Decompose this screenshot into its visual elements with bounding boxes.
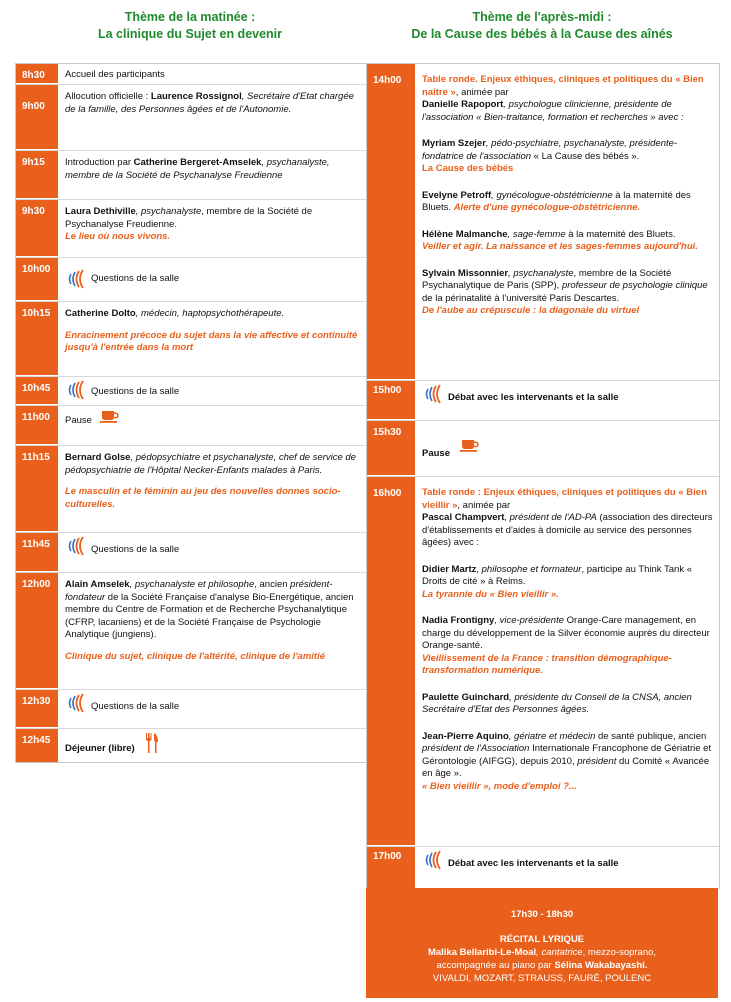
session-content (415, 381, 719, 420)
time-slot: 15h30 (367, 421, 415, 476)
session-content (58, 377, 366, 405)
schedule-row (367, 477, 719, 847)
session-text: Introduction par (65, 157, 134, 168)
recital-title: RÉCITAL LYRIQUE (499, 934, 585, 945)
schedule-row (16, 64, 366, 85)
talk-title: Enracinement précoce du sujet dans la vie affective et continuité jusqu'à l'entrée dans la mort (65, 329, 358, 353)
time-slot: 14h00 (367, 64, 415, 380)
session-content (415, 477, 719, 846)
session-text: Pause (422, 448, 450, 459)
speaker-role: , psychanalyste (135, 206, 202, 217)
session-text: , animée par (455, 86, 509, 98)
speaker-name: Paulette Guinchard (422, 691, 510, 703)
session-text: Allocution officielle : (65, 91, 151, 102)
time-slot: 8h30 (16, 64, 58, 84)
speaker-name: Evelyne Petroff (422, 189, 492, 201)
schedule-row (16, 200, 366, 258)
speaker-role: , pédopsychiatre et psychanalyste, chef de service de pédopsychiatrie de l'Hôpital Necker-Enfants malades à Paris. (65, 452, 356, 476)
time-slot: 9h00 (16, 85, 58, 150)
moderator-role: , président de l'AD-PA (504, 512, 597, 523)
speaker-role: , vice-présidente (494, 615, 565, 626)
session-content (415, 421, 719, 476)
schedule-row (16, 258, 366, 302)
schedule-row (367, 64, 719, 381)
morning-header-line1: Thème de la matinée : (124, 10, 256, 24)
speaker-role: , médecin, haptopsychothérapeute. (135, 308, 285, 319)
session-text: Déjeuner (libre) (65, 743, 135, 754)
speaker-name: Hélène Malmanche (422, 228, 508, 240)
session-text: Questions de la salle (91, 701, 180, 712)
moderator-name: Pascal Champvert (422, 512, 505, 523)
coffee-cup-icon (460, 438, 480, 452)
time-slot: 11h45 (16, 533, 58, 572)
schedule-row (367, 381, 719, 421)
performer-voice: , mezzo-soprano, (582, 947, 657, 958)
sound-waves-icon (65, 380, 87, 400)
speaker-role: , gériatre et médecin (508, 730, 596, 742)
session-content (58, 446, 366, 532)
time-slot: 12h30 (16, 690, 58, 728)
time-slot: 9h30 (16, 200, 58, 257)
afternoon-theme-title: De la Cause des bébés à la Cause des aînés (411, 27, 673, 41)
performer-role: , cantatrice (536, 947, 583, 958)
session-content (58, 258, 366, 301)
sound-waves-icon (422, 384, 444, 404)
speaker-title: professeur de psychologie clinique (561, 280, 708, 291)
time-slot: 10h45 (16, 377, 58, 405)
session-text: , animée par (457, 499, 511, 511)
morning-schedule (15, 63, 367, 763)
roundtable-title: Table ronde. Enjeux éthiques, cliniques et politiques du « Bien naître » (422, 74, 704, 98)
speaker-affiliation-detail: Internationale Francophone de Gériatrie et Gérontologie (AIFGG), depuis 2010, (422, 743, 712, 767)
session-content (58, 151, 366, 199)
session-content (58, 85, 366, 150)
session-content (415, 847, 719, 889)
accompaniment-text: accompagnée au piano par (436, 960, 555, 971)
session-text: Pause (65, 415, 92, 426)
afternoon-header-line1: Thème de l'après-midi : (472, 10, 612, 24)
speaker-role: , psychanalyste, membre de la Société de Psychanalyse Freudienne (65, 157, 330, 181)
morning-header (15, 9, 365, 43)
session-content (58, 302, 366, 376)
time-slot: 11h15 (16, 446, 58, 532)
recital-block (366, 888, 718, 998)
sound-waves-icon (65, 693, 87, 713)
speaker-name: Laurence Rossignol (150, 91, 242, 102)
talk-title: Alerte d'une gynécologue-obstétricienne. (453, 202, 641, 213)
schedule-row (16, 406, 366, 446)
schedule-row (16, 377, 366, 406)
session-text: Questions de la salle (91, 272, 180, 284)
speaker-name: Bernard Golse (65, 452, 131, 463)
afternoon-schedule (366, 63, 720, 889)
moderator-role: , psychologue clinicienne, présidente de l'association « Bien-traitance, formation et recherches » avec : (422, 99, 684, 123)
time-slot: 12h45 (16, 729, 58, 762)
session-text: Débat avec les intervenants et la salle (448, 858, 619, 869)
moderator-affiliation: (association des directeurs d'établissements et d'aides à domicile au service des personnes âgées) avec : (422, 512, 713, 548)
speaker-affiliation: , membre de la Société de Psychanalyse Freudienne. (65, 206, 313, 230)
speaker-name: Alain Amselek (65, 579, 130, 590)
coffee-cup-icon (100, 409, 120, 423)
schedule-row (16, 151, 366, 200)
sound-waves-icon (65, 536, 87, 556)
afternoon-header (366, 9, 718, 43)
talk-title: Le masculin et le féminin au jeu des nouvelles donnes socio-culturelles. (65, 486, 341, 510)
speaker-role: , philosophe et formateur (476, 563, 582, 575)
session-content (58, 64, 366, 84)
schedule-row (16, 690, 366, 729)
speaker-affiliation: Orange-Care management, en charge du développement de la Silver économie auprès du directeur Orange-santé. (422, 615, 710, 651)
session-content (58, 573, 366, 689)
session-content (58, 690, 366, 728)
speaker-name: Catherine Dolto (65, 308, 136, 319)
schedule-row (16, 85, 366, 151)
speaker-affiliation-detail: de la périnatalité à l'université Paris Descartes. (422, 292, 620, 304)
speaker-affiliation: à la maternité des Bluets. (565, 228, 676, 240)
speaker-affiliation-detail: du Comité « Avancée en âge ». (422, 755, 710, 779)
speaker-role: , sage-femme (507, 228, 566, 240)
pianist-name: Sélina Wakabayashi. (554, 960, 648, 971)
speaker-affiliation: de santé publique, ancien (595, 730, 707, 742)
speaker-title: président de l'Association (422, 743, 530, 754)
sound-waves-icon (65, 269, 87, 289)
session-text: Questions de la salle (91, 544, 180, 555)
talk-title: La Cause des bébés (422, 163, 514, 174)
time-slot: 10h15 (16, 302, 58, 376)
session-content (415, 64, 719, 380)
moderator-name: Danielle Rapoport (422, 99, 504, 110)
morning-theme-title: La clinique du Sujet en devenir (97, 27, 283, 41)
speaker-name: Didier Martz (422, 563, 477, 575)
time-slot: 12h00 (16, 573, 58, 689)
speaker-role: , gynécologue-obstétricienne (491, 189, 613, 201)
session-content (58, 200, 366, 257)
speaker-affiliation: de la Société Française d'analyse Bio-Energétique, ancien membre du Centre de Formation et de Recherche Psychanalytique (CFRP, lacaniens) et de la Société Française de Psychologie Analytique (jungiens). (65, 591, 354, 640)
speaker-role: , présidente du Conseil de la CNSA, ancien Secrétaire d'Etat des Personnes âgées. (422, 691, 692, 715)
session-content (58, 406, 366, 445)
performer-name: Malika Bellaribi-Le-Moal (427, 947, 537, 958)
speaker-name: Sylvain Missonnier (422, 267, 509, 279)
time-slot: 11h00 (16, 406, 58, 445)
talk-title: Le lieu où nous vivons. (65, 231, 171, 242)
session-text: Accueil des participants (65, 69, 165, 80)
speaker-name: Catherine Bergeret-Amselek (133, 157, 262, 168)
speaker-affiliation: « La Cause des bébés ». (531, 150, 640, 162)
talk-title: Veiller et agir. La naissance et les sages-femmes aujourd'hui. (422, 241, 698, 252)
sound-waves-icon (422, 850, 444, 870)
time-slot: 10h00 (16, 258, 58, 301)
speaker-role: , pédo-psychiatre, psychanalyste, présidente-fondatrice de l'association (422, 138, 678, 162)
time-slot: 17h00 (367, 847, 415, 889)
speaker-title: président-fondateur (65, 579, 333, 603)
speaker-name: Laura Dethiville (65, 206, 136, 217)
speaker-affiliation: , membre de la Société Psychanalytique de Paris (SPP), (422, 267, 672, 291)
schedule-row (16, 533, 366, 573)
speaker-name: Myriam Szejer (422, 138, 486, 149)
talk-title: De l'aube au crépuscule : la diagonale du virtuel (422, 305, 640, 316)
session-text: , ancien (254, 579, 291, 590)
speaker-role: , psychanalyste et philosophe (129, 579, 255, 590)
recital-performer-line (366, 946, 718, 959)
schedule-row (16, 573, 366, 690)
session-text: Questions de la salle (91, 386, 180, 397)
speaker-name: Nadia Frontigny (422, 615, 495, 626)
talk-title: La tyrannie du « Bien vieillir ». (422, 588, 559, 600)
recital-composers: VIVALDI, MOZART, STRAUSS, FAURÉ, POULENC (432, 973, 652, 984)
speaker-name: Jean-Pierre Aquino (422, 730, 509, 742)
talk-title: « Bien vieillir », mode d'emploi ?... (422, 780, 577, 792)
session-text: Débat avec les intervenants et la salle (448, 392, 619, 403)
roundtable-title: Table ronde : Enjeux éthiques, cliniques et politiques du « Bien vieillir » (422, 487, 707, 511)
schedule-row (367, 421, 719, 477)
schedule-row (367, 847, 719, 889)
speaker-affiliation: , participe au Think Tank « Droits de cité » à Reims. (422, 563, 693, 587)
session-content (58, 533, 366, 572)
recital-accompaniment-line (366, 959, 718, 972)
schedule-row (16, 729, 366, 762)
session-content (58, 729, 366, 762)
speaker-role: , Secrétaire d'Etat chargée de la famille, des Personnes âgées et de l'Autonomie. (65, 91, 354, 115)
recital-time: 17h30 - 18h30 (510, 909, 574, 920)
speaker-role: , psychanalyste (508, 267, 574, 279)
schedule-row (16, 302, 366, 377)
talk-title: Clinique du sujet, clinique de l'altérité, clinique de l'amitié (65, 650, 326, 662)
speaker-title: président (577, 755, 617, 767)
time-slot: 16h00 (367, 477, 415, 846)
fork-knife-icon (145, 733, 159, 753)
talk-title: Vieillissement de la France : transition démographique-transformation numérique. (422, 652, 672, 676)
schedule-row (16, 446, 366, 533)
time-slot: 15h00 (367, 381, 415, 420)
speaker-affiliation: à la maternité des Bluets. (422, 189, 691, 213)
time-slot: 9h15 (16, 151, 58, 199)
